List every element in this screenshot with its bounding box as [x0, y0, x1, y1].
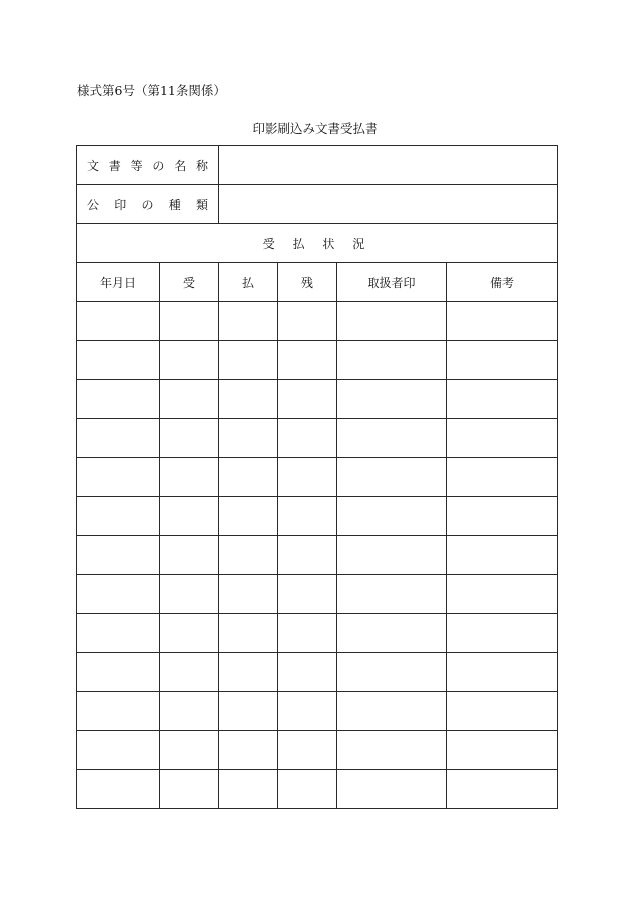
status-heading: 受 払 状 況 — [77, 224, 558, 263]
cell-date[interactable] — [77, 614, 160, 653]
cell-handler-seal[interactable] — [337, 575, 447, 614]
cell-balance[interactable] — [278, 575, 337, 614]
cell-handler-seal[interactable] — [337, 497, 447, 536]
cell-balance[interactable] — [278, 380, 337, 419]
seal-type-field[interactable] — [219, 185, 558, 224]
cell-received[interactable] — [160, 419, 219, 458]
table-row — [77, 536, 558, 575]
cell-received[interactable] — [160, 614, 219, 653]
col-header-handler-seal: 取扱者印 — [337, 263, 447, 302]
form-number: 様式第6号（第11条関係） — [77, 83, 226, 98]
cell-remarks[interactable] — [447, 536, 558, 575]
cell-balance[interactable] — [278, 536, 337, 575]
cell-balance[interactable] — [278, 497, 337, 536]
table-row — [77, 614, 558, 653]
cell-date[interactable] — [77, 731, 160, 770]
cell-received[interactable] — [160, 770, 219, 809]
cell-balance[interactable] — [278, 692, 337, 731]
cell-remarks[interactable] — [447, 497, 558, 536]
cell-handler-seal[interactable] — [337, 302, 447, 341]
col-header-balance: 残 — [278, 263, 337, 302]
cell-handler-seal[interactable] — [337, 341, 447, 380]
cell-date[interactable] — [77, 497, 160, 536]
table-row — [77, 731, 558, 770]
cell-balance[interactable] — [278, 302, 337, 341]
cell-issued[interactable] — [219, 731, 278, 770]
cell-balance[interactable] — [278, 419, 337, 458]
cell-issued[interactable] — [219, 614, 278, 653]
cell-handler-seal[interactable] — [337, 770, 447, 809]
cell-remarks[interactable] — [447, 653, 558, 692]
cell-issued[interactable] — [219, 692, 278, 731]
ledger-table — [76, 145, 558, 809]
cell-balance[interactable] — [278, 458, 337, 497]
cell-remarks[interactable] — [447, 692, 558, 731]
table-row — [77, 770, 558, 809]
cell-issued[interactable] — [219, 653, 278, 692]
cell-remarks[interactable] — [447, 731, 558, 770]
cell-date[interactable] — [77, 458, 160, 497]
cell-issued[interactable] — [219, 302, 278, 341]
cell-date[interactable] — [77, 536, 160, 575]
cell-balance[interactable] — [278, 614, 337, 653]
cell-date[interactable] — [77, 770, 160, 809]
table-row — [77, 692, 558, 731]
cell-date[interactable] — [77, 341, 160, 380]
status-row — [77, 224, 558, 263]
cell-balance[interactable] — [278, 770, 337, 809]
cell-handler-seal[interactable] — [337, 419, 447, 458]
cell-issued[interactable] — [219, 575, 278, 614]
cell-balance[interactable] — [278, 341, 337, 380]
table-row — [77, 575, 558, 614]
col-header-date: 年月日 — [77, 263, 160, 302]
cell-received[interactable] — [160, 497, 219, 536]
doc-name-row — [77, 146, 558, 185]
cell-issued[interactable] — [219, 770, 278, 809]
cell-date[interactable] — [77, 575, 160, 614]
cell-received[interactable] — [160, 692, 219, 731]
cell-date[interactable] — [77, 419, 160, 458]
column-header-row — [77, 263, 558, 302]
cell-handler-seal[interactable] — [337, 536, 447, 575]
table-row — [77, 302, 558, 341]
table-row — [77, 341, 558, 380]
cell-issued[interactable] — [219, 458, 278, 497]
doc-name-field[interactable] — [219, 146, 558, 185]
table-row — [77, 419, 558, 458]
cell-handler-seal[interactable] — [337, 614, 447, 653]
table-row — [77, 380, 558, 419]
cell-issued[interactable] — [219, 536, 278, 575]
cell-remarks[interactable] — [447, 380, 558, 419]
seal-type-row — [77, 185, 558, 224]
cell-remarks[interactable] — [447, 614, 558, 653]
cell-date[interactable] — [77, 692, 160, 731]
cell-date[interactable] — [77, 302, 160, 341]
cell-remarks[interactable] — [447, 302, 558, 341]
document-title: 印影刷込み文書受払書 — [252, 121, 378, 136]
cell-received[interactable] — [160, 536, 219, 575]
table-row — [77, 497, 558, 536]
cell-remarks[interactable] — [447, 575, 558, 614]
col-header-remarks: 備考 — [447, 263, 558, 302]
cell-received[interactable] — [160, 458, 219, 497]
cell-received[interactable] — [160, 575, 219, 614]
cell-remarks[interactable] — [447, 419, 558, 458]
cell-remarks[interactable] — [447, 458, 558, 497]
cell-received[interactable] — [160, 380, 219, 419]
cell-remarks[interactable] — [447, 770, 558, 809]
cell-handler-seal[interactable] — [337, 458, 447, 497]
cell-issued[interactable] — [219, 380, 278, 419]
cell-received[interactable] — [160, 302, 219, 341]
cell-handler-seal[interactable] — [337, 692, 447, 731]
cell-balance[interactable] — [278, 731, 337, 770]
doc-name-label: 文 書 等 の 名 称 — [87, 158, 209, 173]
seal-type-label: 公 印 の 種 類 — [87, 197, 209, 212]
cell-handler-seal[interactable] — [337, 380, 447, 419]
cell-received[interactable] — [160, 731, 219, 770]
seal-type-label-cell — [77, 185, 219, 224]
col-header-issued: 払 — [219, 263, 278, 302]
cell-balance[interactable] — [278, 653, 337, 692]
cell-issued[interactable] — [219, 419, 278, 458]
cell-remarks[interactable] — [447, 341, 558, 380]
doc-name-label-cell — [77, 146, 219, 185]
cell-issued[interactable] — [219, 341, 278, 380]
col-header-received: 受 — [160, 263, 219, 302]
cell-handler-seal[interactable] — [337, 653, 447, 692]
cell-issued[interactable] — [219, 497, 278, 536]
cell-handler-seal[interactable] — [337, 731, 447, 770]
cell-received[interactable] — [160, 341, 219, 380]
table-row — [77, 458, 558, 497]
cell-date[interactable] — [77, 653, 160, 692]
cell-date[interactable] — [77, 380, 160, 419]
table-row — [77, 653, 558, 692]
cell-received[interactable] — [160, 653, 219, 692]
